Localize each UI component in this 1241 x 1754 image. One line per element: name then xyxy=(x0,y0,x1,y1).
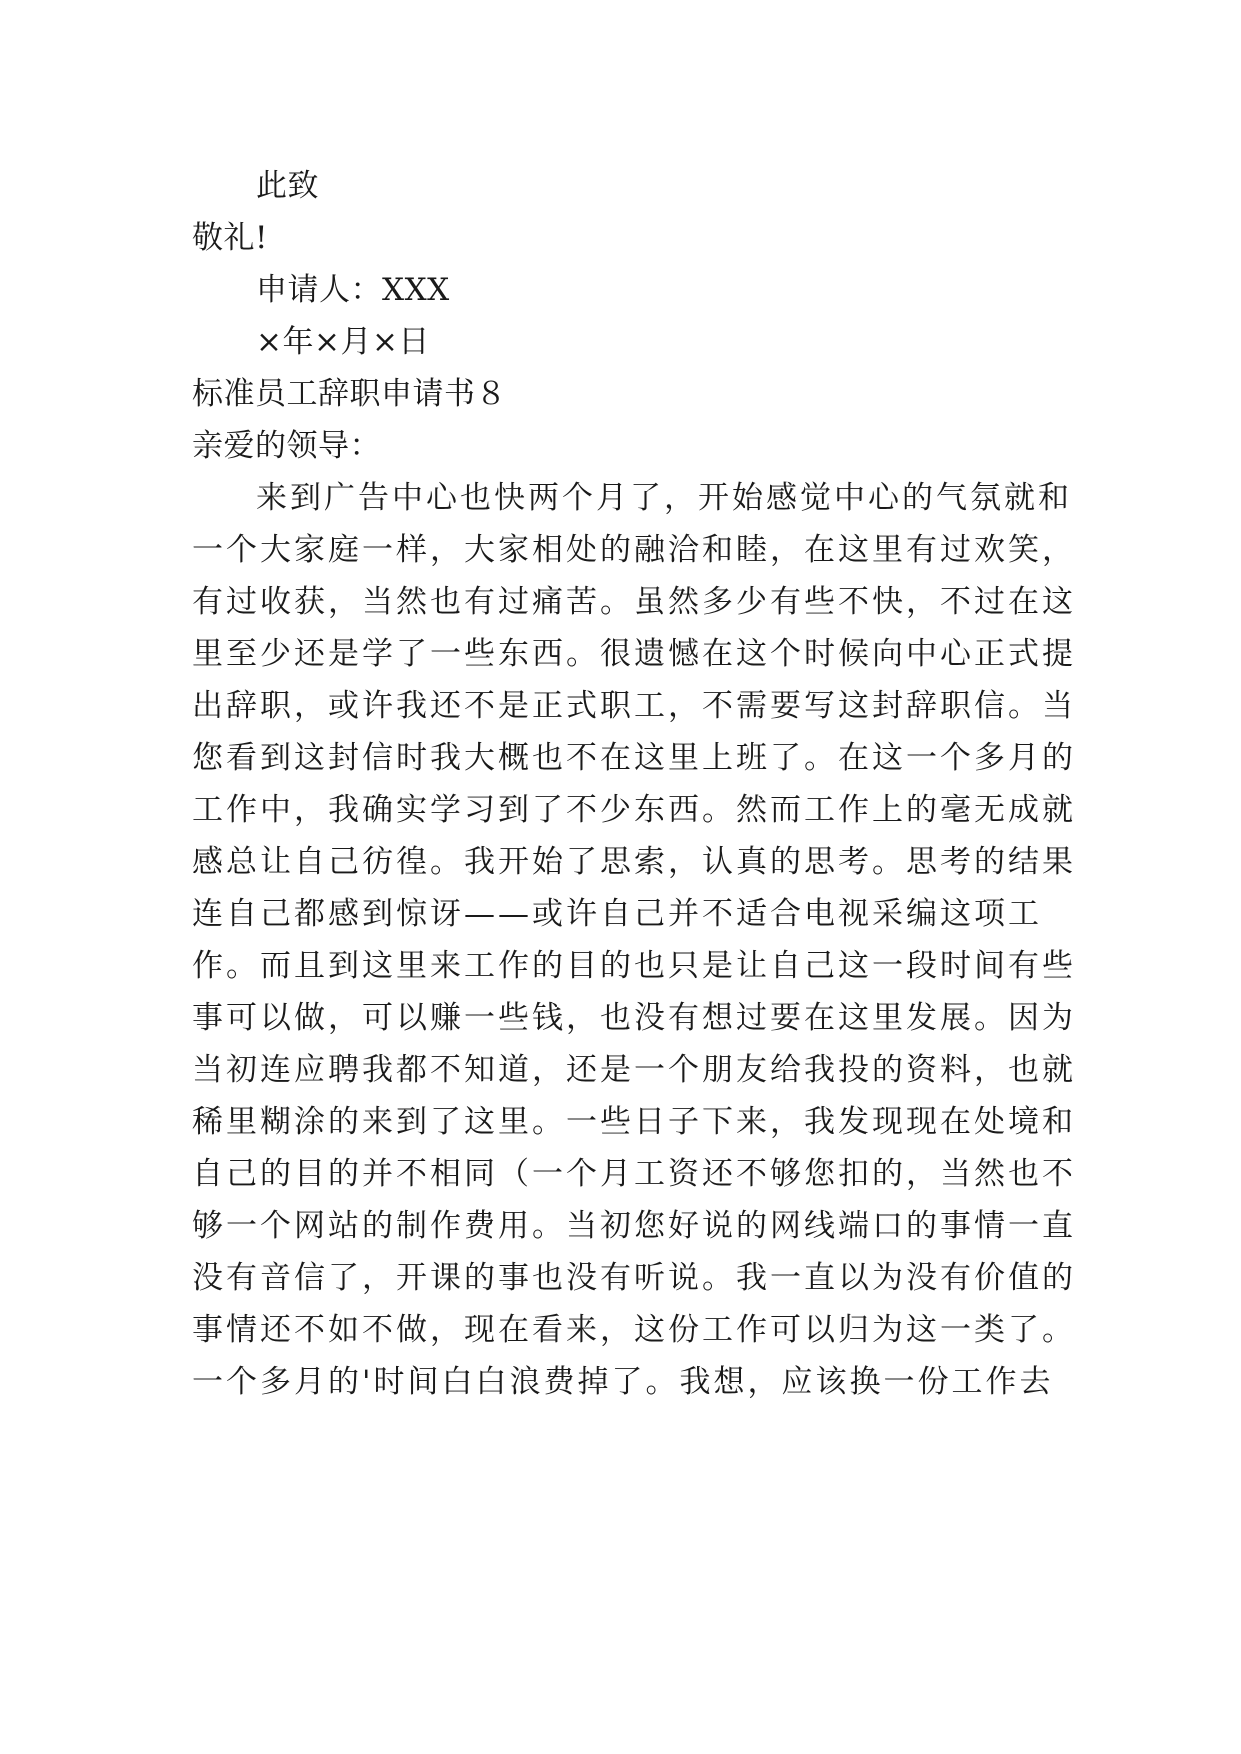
body-line: 当初连应聘我都不知道，还是一个朋友给我投的资料，也就 xyxy=(192,1052,1076,1088)
section-heading: 标准员工辞职申请书８ xyxy=(192,376,507,412)
body-line: 来到广告中心也快两个月了，开始感觉中心的气氛就和 xyxy=(256,480,1072,516)
body-line: 自己的目的并不相同（一个月工资还不够您扣的，当然也不 xyxy=(192,1156,1076,1192)
body-line: 工作中，我确实学习到了不少东西。然而工作上的毫无成就 xyxy=(192,792,1076,828)
body-line: 出辞职，或许我还不是正式职工，不需要写这封辞职信。当 xyxy=(192,688,1076,724)
body-line: 没有音信了，开课的事也没有听说。我一直以为没有价值的 xyxy=(192,1260,1076,1296)
closing-line: 此致 xyxy=(256,168,319,204)
body-line: 够一个网站的制作费用。当初您好说的网线端口的事情一直 xyxy=(192,1208,1076,1244)
date-line: ×年×月×日 xyxy=(256,324,430,360)
body-line: 作。而且到这里来工作的目的也只是让自己这一段时间有些 xyxy=(192,948,1076,984)
body-line: 里至少还是学了一些东西。很遗憾在这个时候向中心正式提 xyxy=(192,636,1076,672)
body-line: 事可以做，可以赚一些钱，也没有想过要在这里发展。因为 xyxy=(192,1000,1076,1036)
body-line: 您看到这封信时我大概也不在这里上班了。在这一个多月的 xyxy=(192,740,1076,776)
body-line: 有过收获，当然也有过痛苦。虽然多少有些不快，不过在这 xyxy=(192,584,1076,620)
body-line: 事情还不如不做，现在看来，这份工作可以归为这一类了。 xyxy=(192,1312,1076,1348)
applicant-line: 申请人：XXX xyxy=(256,272,450,308)
greeting-line: 亲爱的领导： xyxy=(192,428,381,464)
body-line: 一个大家庭一样，大家相处的融洽和睦，在这里有过欢笑， xyxy=(192,532,1076,568)
salute-line: 敬礼! xyxy=(192,220,268,256)
body-line: 连自己都感到惊讶——或许自己并不适合电视采编这项工 xyxy=(192,896,1042,932)
body-line: 稀里糊涂的来到了这里。一些日子下来，我发现现在处境和 xyxy=(192,1104,1076,1140)
body-line: 一个多月的'时间白白浪费掉了。我想，应该换一份工作去 xyxy=(192,1364,1054,1400)
body-line: 感总让自己彷徨。我开始了思索，认真的思考。思考的结果 xyxy=(192,844,1076,880)
